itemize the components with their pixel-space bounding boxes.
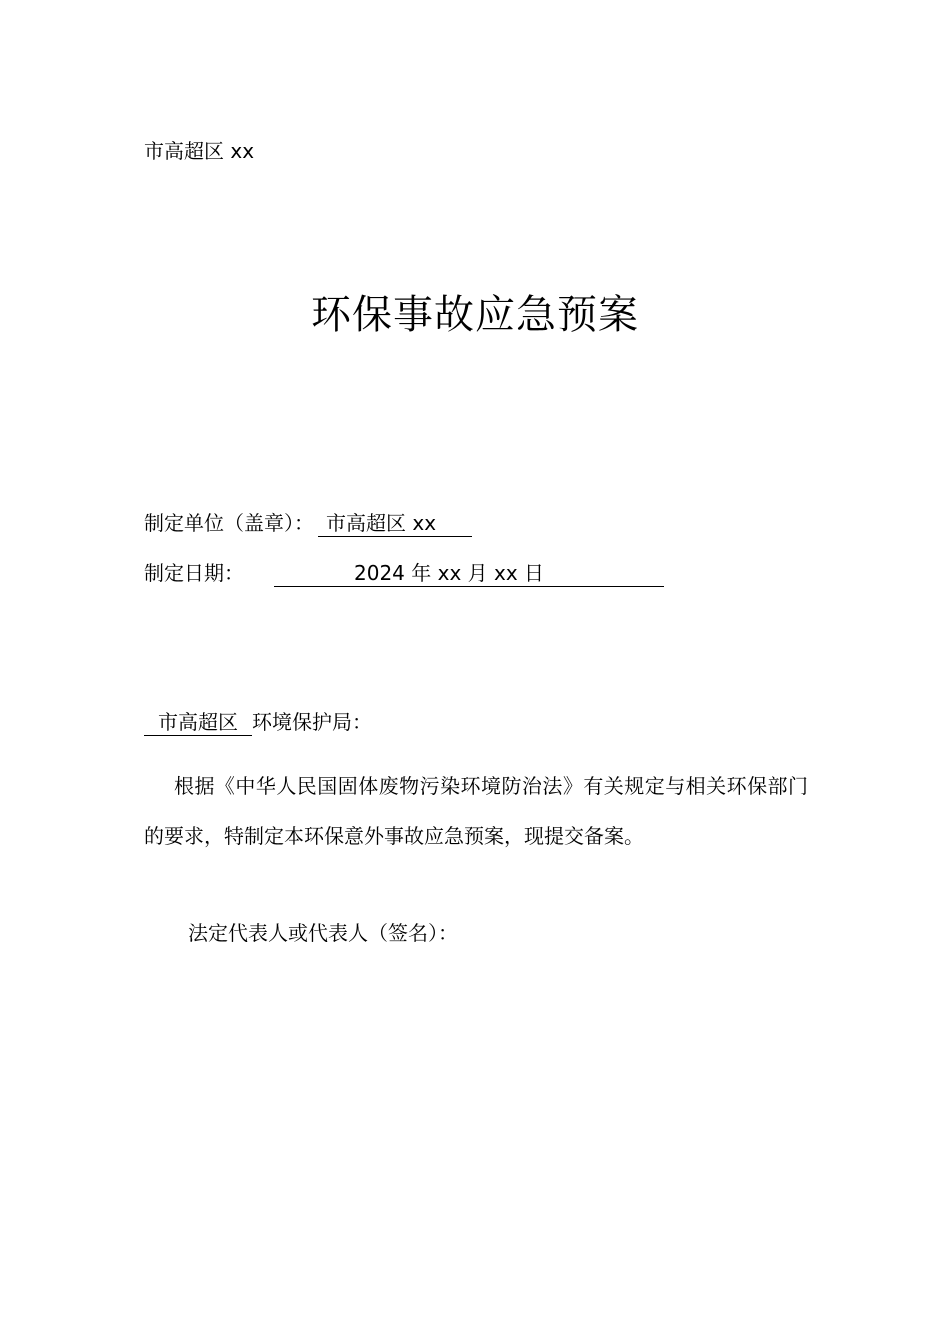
unit-value: 市高超区 xx [318,510,472,537]
letter-addressee [144,707,372,737]
date-value: 2024 年 xx 月 xx 日 [274,560,664,587]
letter-body: 根据《中华人民国固体废物污染环境防治法》有关规定与相关环保部门的要求，特制定本环保意外事故应急预案，现提交备案。 [144,774,808,848]
unit-label: 制定单位（盖章）： [144,511,314,535]
header-organization: 市高超区 xx [144,139,255,163]
date-field-row [144,558,664,588]
date-label: 制定日期： [144,561,244,585]
unit-field-row [144,508,472,538]
addressee-suffix: 环境保护局： [252,710,372,734]
addressee-name: 市高超区 [144,709,252,736]
signature-label: 法定代表人或代表人（签名）： [188,921,458,945]
document-title: 环保事故应急预案 [311,292,639,338]
